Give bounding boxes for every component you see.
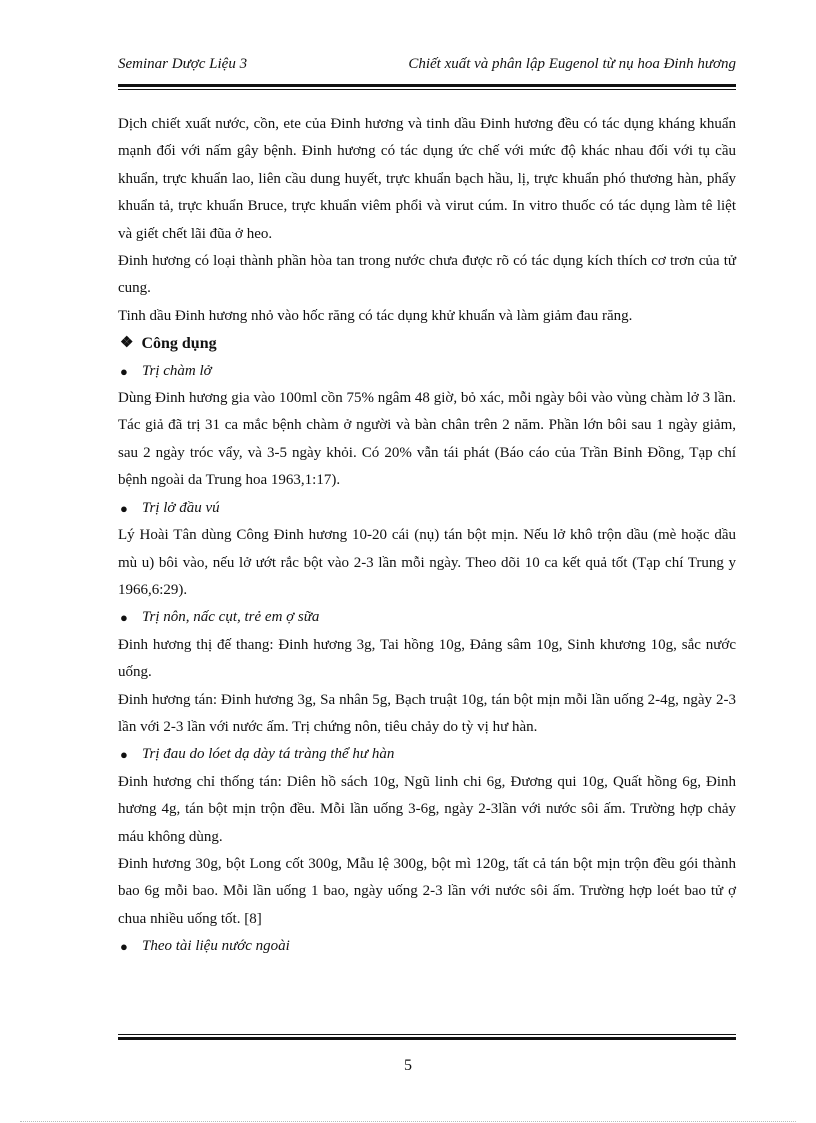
page-edge-divider <box>20 1121 796 1122</box>
bullet-dot-icon: ● <box>120 363 128 379</box>
paragraph-nipple-sores: Lý Hoài Tân dùng Công Đinh hương 10-20 cái (nụ) tán bột mịn. Nếu lở khô trộn dầu (mè hoặc dầu mù u) bôi vào, nếu lở ướt rắc bột vào 2-3 lần mỗi ngày. Theo dõi 10 ca kết quả tốt (Tạp chí Trung y 1966,6:29). <box>118 527 736 598</box>
bullet-foreign-sources <box>118 933 736 960</box>
bullet-nipple-sores <box>118 495 736 522</box>
diamond-bullet-icon: ❖ <box>120 335 134 352</box>
paragraph-toothache: Tinh dầu Đinh hương nhỏ vào hốc răng có tác dụng khử khuẩn và làm giảm đau răng. <box>118 307 633 324</box>
bullet-vomiting <box>118 604 736 631</box>
bullet-title: Trị nôn, nấc cụt, trẻ em ợ sữa <box>142 609 320 626</box>
paragraph-ulcer-2: Đinh hương 30g, bột Long cốt 300g, Mẫu lệ 300g, bột mì 120g, tất cả tán bột mịn trộn đều gói thành bao 6g mỗi bao. Mỗi lần uống 1 bao, ngày uống 2-3 lần với nước sôi ấm. Trường hợp loét bao tử ợ chua nhiều uống tốt. [8] <box>118 855 736 927</box>
footer-double-rule <box>118 1034 736 1040</box>
paragraph-vomiting-1: Đinh hương thị đế thang: Đinh hương 3g, Tai hồng 10g, Đảng sâm 10g, Sinh khương 10g, sắc nước uống. <box>118 636 736 681</box>
bullet-dot-icon: ● <box>120 939 128 955</box>
bullet-ulcer <box>118 741 736 768</box>
bullet-dot-icon: ● <box>120 747 128 763</box>
bullet-dot-icon: ● <box>120 500 128 516</box>
page-header <box>118 56 736 78</box>
section-title: Công dụng <box>141 335 217 353</box>
bullet-eczema <box>118 358 736 385</box>
section-heading-uses <box>118 330 736 357</box>
header-course-title: Seminar Dược Liệu 3 <box>118 56 248 72</box>
bullet-title: Theo tài liệu nước ngoài <box>142 938 290 955</box>
bullet-title: Trị đau do lóet dạ dày tá tràng thể hư hàn <box>142 746 395 763</box>
bullet-dot-icon: ● <box>120 610 128 626</box>
bullet-title: Trị chàm lở <box>142 362 212 379</box>
page-number: 5 <box>404 1057 412 1074</box>
paragraph-eczema: Dùng Đinh hương gia vào 100ml cồn 75% ngâm 48 giờ, bỏ xác, mỗi ngày bôi vào vùng chàm lở 3 lần. Tác giả đã trị 31 ca mắc bệnh chàm ở người và bàn chân trên 2 năm. Phần lớn bôi sau 1 ngày giảm, sau 2 ngày tróc vẩy, và 3-5 ngày khỏi. Có 20% vẫn tái phát (Báo cáo của Trần Bỉnh Đồng, Tạp chí bệnh ngoài da Trung hoa 1963,1:17). <box>118 390 736 489</box>
paragraph-ulcer-1: Đinh hương chỉ thống tán: Diên hồ sách 10g, Ngũ linh chi 6g, Đương qui 10g, Quất hồng 6g, Đinh hương 4g, tán bột mịn trộn đều. Mỗi lần uống 3-6g, ngày 2-3lần với nước sôi ấm. Trường hợp chảy máu không dùng. <box>118 773 736 845</box>
header-topic-title: Chiết xuất và phân lập Eugenol từ nụ hoa Đinh hương <box>408 56 736 72</box>
header-double-rule <box>118 84 736 90</box>
bullet-title: Trị lở đầu vú <box>142 499 220 516</box>
paragraph-uterus: Đinh hương có loại thành phần hòa tan trong nước chưa được rõ có tác dụng kích thích cơ trơn của tử cung. <box>118 253 736 297</box>
page-body <box>118 111 736 961</box>
paragraph-vomiting-2: Đinh hương tán: Đinh hương 3g, Sa nhân 5g, Bạch truật 10g, tán bột mịn mỗi lần uống 2-4g, ngày 2-3 lần với 2-3 lần với nước ấm. Trị chứng nôn, tiêu chảy do tỳ vị hư hàn. <box>118 691 736 735</box>
paragraph-antibacterial: Dịch chiết xuất nước, cồn, ete của Đinh hương và tinh dầu Đinh hương đều có tác dụng kháng khuẩn mạnh đối với nấm gây bệnh. Đinh hương có tác dụng ức chế với mức độ khác nhau đối với tụ cầu khuẩn, trực khuẩn lao, liên cầu dung huyết, trực khuẩn bạch hầu, lị, trực khuẩn phó thương hàn, phẩy khuẩn tả, trực khuẩn Bruce, trực khuẩn viêm phổi và virut cúm. In vitro thuốc có tác dụng làm tê liệt và giết chết lãi đũa ở heo. <box>118 116 736 242</box>
